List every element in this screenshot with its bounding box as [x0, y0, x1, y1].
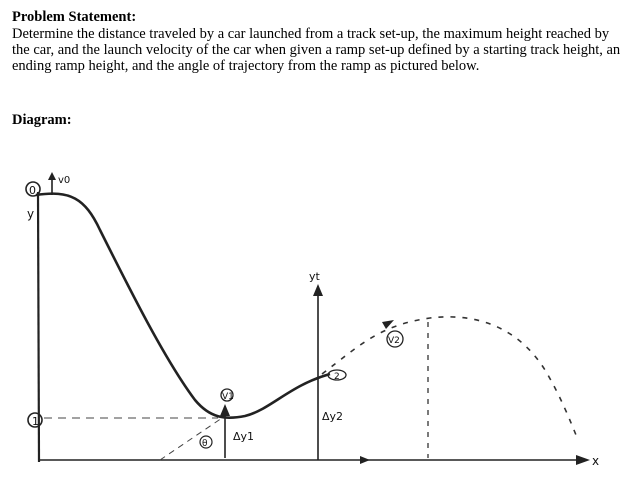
- ground-midarrow: [360, 456, 370, 464]
- problem-body: Determine the distance traveled by a car launched from a track set-up, the maximum height reached by the car, and the launch velocity of the car when given a ramp set-up defined by a starting track height, an ending ramp height, and the angle of trajectory from the ramp as pictured below.: [12, 26, 621, 75]
- theta-label: θ: [202, 439, 208, 449]
- v2-label: V2: [388, 336, 400, 346]
- yt-arrowhead: [313, 284, 323, 296]
- point-2-label: 2: [334, 372, 340, 382]
- diagram-heading: Diagram:: [12, 112, 72, 128]
- problem-heading: Problem Statement:: [12, 9, 137, 25]
- v0-arrowhead: [48, 172, 56, 180]
- dy2-label: Δy2: [322, 410, 344, 423]
- track-curve: [36, 194, 330, 418]
- angle-dashed-line: [160, 418, 222, 460]
- yt-label: yt: [309, 270, 320, 283]
- v1-label: V1: [222, 392, 234, 402]
- v0-label: v0: [58, 175, 71, 186]
- dy1-arrowhead: [220, 404, 230, 416]
- trajectory-dashed-arc: [322, 317, 578, 440]
- y-label: y: [27, 207, 35, 221]
- x-label: x: [592, 454, 600, 468]
- x-arrowhead: [576, 455, 590, 465]
- point-0-label: 0: [29, 184, 36, 197]
- point-1-label: 1: [32, 415, 39, 428]
- dy1-label: Δy1: [233, 430, 255, 443]
